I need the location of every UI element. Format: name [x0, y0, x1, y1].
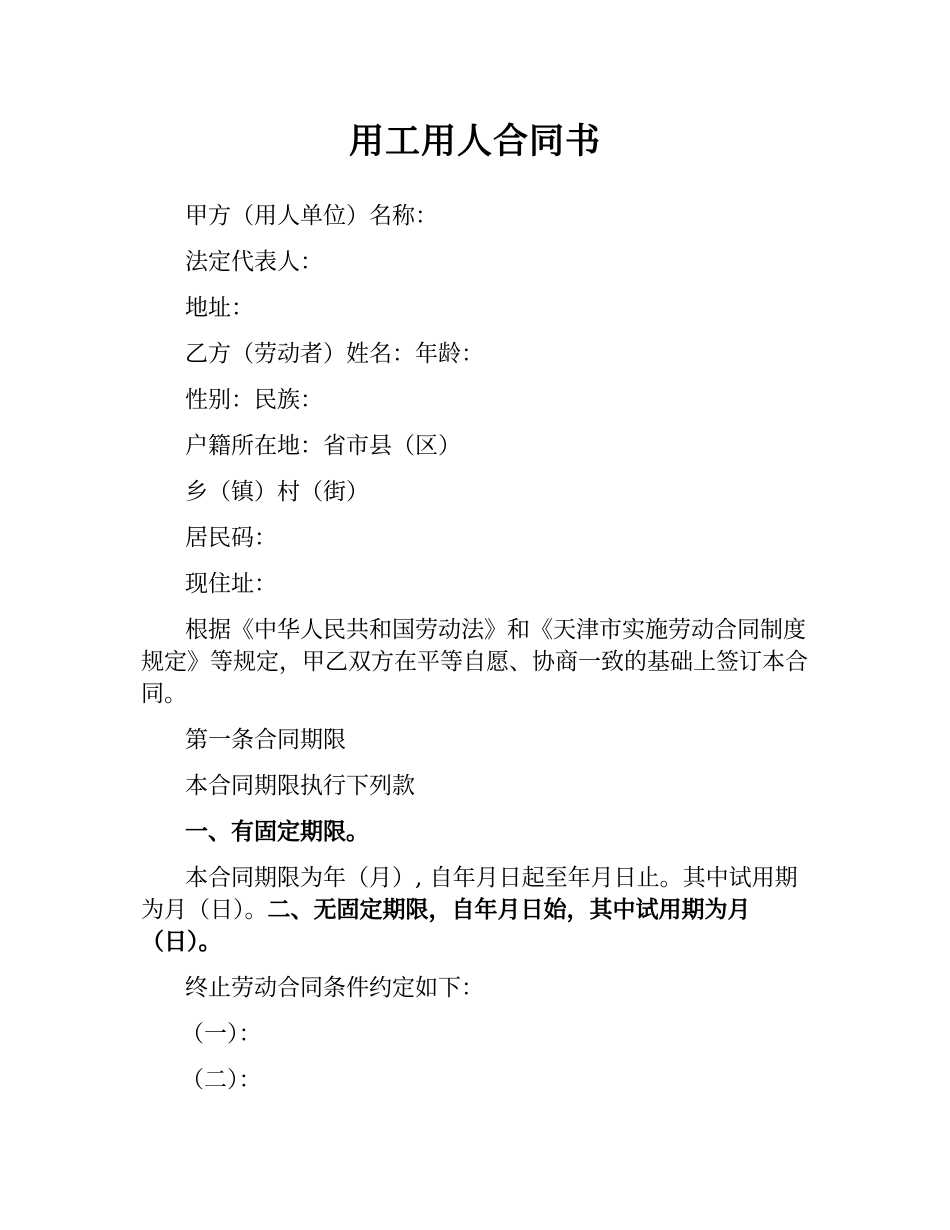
household-registration-line: 户籍所在地：省市县（区） — [185, 433, 461, 459]
fixed-term-text: 本合同期限为年（月）, 自年月日起至年月日止。其中试用期为月（日）。 — [141, 865, 798, 923]
resident-code-line: 居民码： — [185, 525, 277, 551]
document-body — [141, 200, 813, 1110]
employee-name-age-line: 乙方（劳动者）姓名：年龄： — [185, 341, 484, 367]
document-title: 用工用人合同书 — [348, 122, 601, 162]
article-1-heading: 第一条合同期限 — [185, 727, 346, 753]
legal-representative-line: 法定代表人： — [185, 249, 323, 275]
employer-address-line: 地址： — [185, 295, 254, 321]
preamble-paragraph: 根据《中华人民共和国劳动法》和《天津市实施劳动合同制度规定》等规定，甲乙双方在平等自愿、协商一致的基础上签订本合同。 — [141, 617, 808, 707]
employer-name-line: 甲方（用人单位）名称： — [185, 203, 438, 229]
term-paragraph — [141, 862, 813, 958]
gender-ethnicity-line: 性别：民族： — [185, 387, 323, 413]
township-village-line: 乡（镇）村（街） — [185, 479, 369, 505]
termination-intro: 终止劳动合同条件约定如下： — [185, 975, 484, 1001]
termination-item-2: （二）： — [181, 1067, 262, 1093]
item-2-text: 二、无固定期限，自年月日始，其中试用期为月（日）。 — [141, 897, 751, 955]
item-1-heading: 一、有固定期限。 — [185, 819, 369, 845]
termination-item-1: （一）： — [181, 1021, 262, 1047]
current-address-line: 现住址： — [185, 571, 277, 597]
article-1-intro: 本合同期限执行下列款 — [185, 773, 415, 799]
